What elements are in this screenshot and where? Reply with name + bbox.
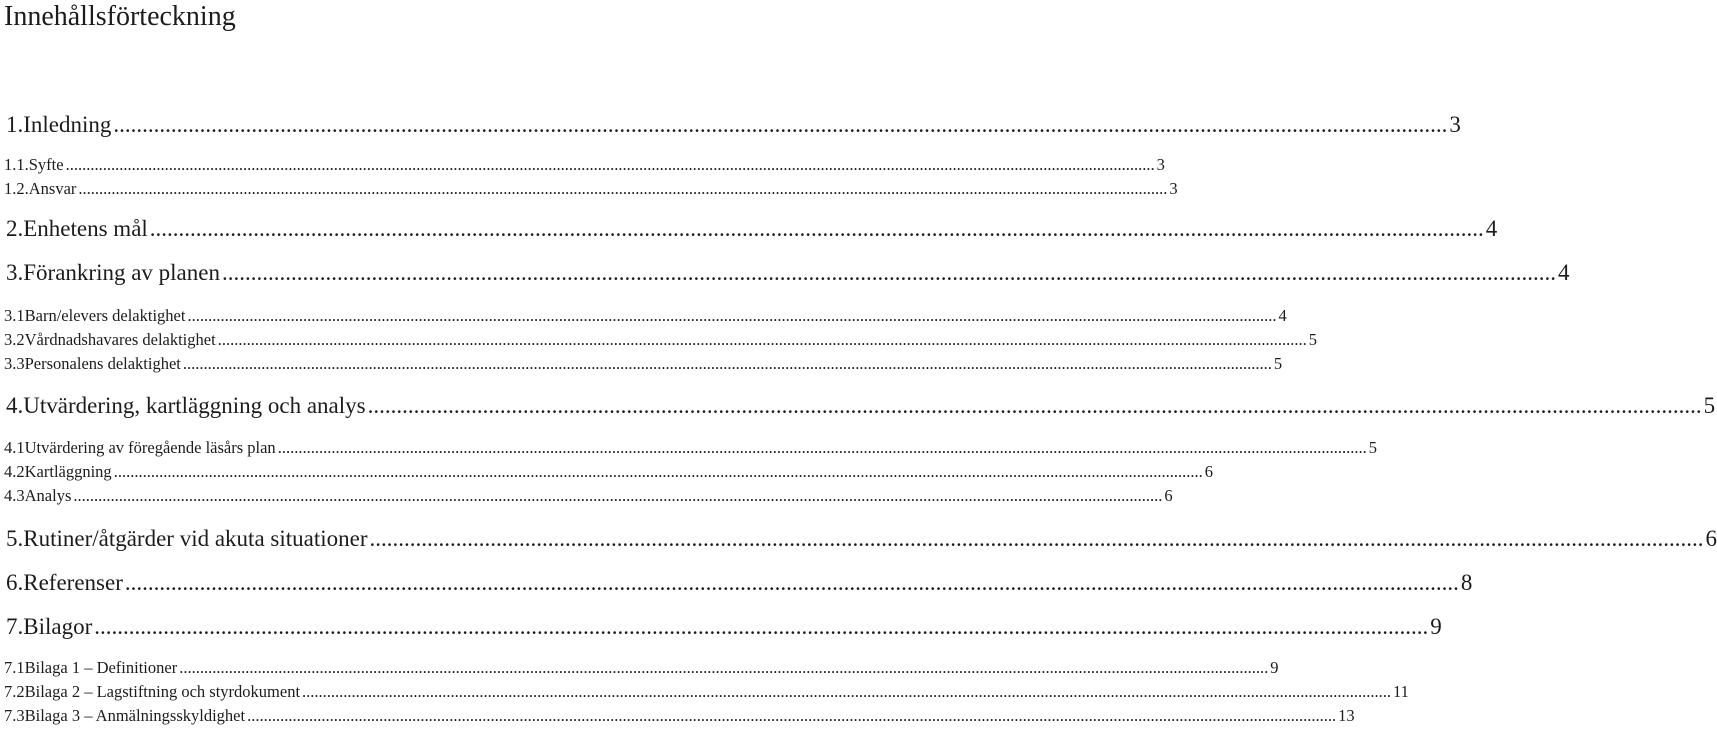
- toc-page-number: 13: [1338, 706, 1355, 725]
- toc-entry-inledning[interactable]: [0, 112, 1461, 138]
- toc-page-number: 5: [1703, 393, 1716, 418]
- toc-page-number: 6: [1164, 486, 1173, 505]
- toc-label: Vårdnadshavares delaktighet: [24, 330, 216, 349]
- toc-page-number: 3: [1169, 179, 1178, 198]
- toc-leader-dots: ........................................................................................................................................................................................................................................: [367, 393, 1702, 418]
- toc-label: Bilaga 2 – Lagstiftning och styrdokument: [24, 682, 301, 701]
- toc-number: 6.: [6, 570, 24, 595]
- toc-entry-kartlaggning[interactable]: [0, 462, 1213, 484]
- toc-number: 7.: [6, 614, 24, 639]
- toc-entry-forankring[interactable]: [0, 260, 1570, 286]
- toc-leader-dots: ........................................................................................................................................................................................................................................................................: [113, 462, 1203, 481]
- toc-number: 4.: [6, 393, 24, 418]
- toc-page-number: 9: [1270, 658, 1279, 677]
- toc-label: Kartläggning: [24, 462, 112, 481]
- toc-leader-dots: ........................................................................................................................................................................................................................................................................: [277, 438, 1367, 457]
- toc-entry-foregaende-plan[interactable]: [0, 438, 1377, 460]
- toc-label: Utvärdering av föregående läsårs plan: [24, 438, 276, 457]
- toc-page-number: 3: [1156, 155, 1165, 174]
- toc-entry-rutiner[interactable]: [0, 526, 1717, 552]
- toc-number: 4.2: [4, 462, 25, 481]
- toc-entry-vardnadshavares[interactable]: [0, 330, 1317, 352]
- toc-label: Ansvar: [28, 179, 77, 198]
- toc-page-number: 5: [1273, 354, 1283, 373]
- toc-number: 7.3: [4, 706, 25, 725]
- toc-label: Inledning: [23, 112, 112, 137]
- toc-leader-dots: ........................................................................................................................................................................................................................................................................: [65, 155, 1155, 174]
- toc-number: 2.: [6, 216, 24, 241]
- toc-entry-ansvar[interactable]: [0, 179, 1178, 201]
- toc-label: Syfte: [28, 155, 64, 174]
- toc-label: Förankring av planen: [23, 260, 220, 285]
- toc-number: 5.: [6, 526, 24, 551]
- toc-page-number: 5: [1368, 438, 1377, 457]
- toc-leader-dots: ........................................................................................................................................................................................................................................: [94, 614, 1429, 639]
- toc-leader-dots: ........................................................................................................................................................................................................................................................................: [217, 330, 1307, 349]
- toc-page-number: 6: [1204, 462, 1213, 481]
- toc-page-number: 11: [1393, 682, 1409, 701]
- toc-page-number: 8: [1460, 570, 1473, 595]
- toc-leader-dots: ........................................................................................................................................................................................................................................................................: [187, 306, 1277, 325]
- toc-label: Utvärdering, kartläggning och analys: [23, 393, 366, 418]
- toc-label: Enhetens mål: [23, 216, 148, 241]
- toc-number: 3.3: [4, 354, 25, 373]
- toc-label: Personalens delaktighet: [24, 354, 181, 373]
- toc-leader-dots: ........................................................................................................................................................................................................................................: [221, 260, 1556, 285]
- toc-number: 4.1: [4, 438, 25, 457]
- toc-page-number: 6: [1705, 526, 1717, 551]
- toc-page-number: 4: [1278, 306, 1287, 325]
- toc-number: 3.2: [4, 330, 25, 349]
- toc-entry-referenser[interactable]: [0, 570, 1473, 596]
- toc-leader-dots: ........................................................................................................................................................................................................................................: [124, 570, 1459, 595]
- toc-label: Rutiner/åtgärder vid akuta situationer: [23, 526, 368, 551]
- toc-page-number: 4: [1485, 216, 1498, 241]
- toc-entry-syfte[interactable]: [0, 155, 1165, 177]
- toc-label: Bilagor: [23, 614, 93, 639]
- page-title: Innehållsförteckning: [4, 1, 236, 32]
- toc-leader-dots: ........................................................................................................................................................................................................................................................................: [73, 486, 1163, 505]
- toc-entry-bilaga-2[interactable]: [0, 682, 1409, 704]
- toc-leader-dots: ........................................................................................................................................................................................................................................: [149, 216, 1484, 241]
- toc-entry-analys[interactable]: [0, 486, 1173, 508]
- toc-label: Bilaga 3 – Anmälningsskyldighet: [24, 706, 246, 725]
- toc-entry-personalens[interactable]: [0, 354, 1283, 376]
- toc-label: Barn/elevers delaktighet: [24, 306, 186, 325]
- toc-number: 7.2: [4, 682, 25, 701]
- toc-number: 1.2.: [4, 179, 29, 198]
- toc-entry-bilagor[interactable]: [0, 614, 1442, 640]
- toc-page-number: 4: [1557, 260, 1570, 285]
- toc-leader-dots: ........................................................................................................................................................................................................................................................................: [179, 658, 1269, 677]
- toc-label: Bilaga 1 – Definitioner: [24, 658, 178, 677]
- toc-leader-dots: ........................................................................................................................................................................................................................................................................: [182, 354, 1272, 373]
- toc-leader-dots: ........................................................................................................................................................................................................................................: [113, 112, 1448, 137]
- toc-leader-dots: ........................................................................................................................................................................................................................................................................: [247, 706, 1337, 725]
- toc-leader-dots: ........................................................................................................................................................................................................................................: [369, 526, 1704, 551]
- toc-number: 1.: [6, 112, 24, 137]
- toc-entry-enhetens-mal[interactable]: [0, 216, 1498, 242]
- toc-number: 3.1: [4, 306, 25, 325]
- toc-leader-dots: ........................................................................................................................................................................................................................................................................: [302, 682, 1392, 701]
- toc-number: 4.3: [4, 486, 25, 505]
- toc-entry-bilaga-3[interactable]: [0, 706, 1355, 728]
- toc-leader-dots: ........................................................................................................................................................................................................................................................................: [78, 179, 1168, 198]
- toc-label: Analys: [24, 486, 72, 505]
- toc-number: 3.: [6, 260, 24, 285]
- toc-page-number: 5: [1308, 330, 1317, 349]
- toc-number: 7.1: [4, 658, 25, 677]
- toc-number: 1.1.: [4, 155, 29, 174]
- toc-page-number: 9: [1430, 614, 1442, 639]
- toc-page-number: 3: [1449, 112, 1461, 137]
- toc-entry-barn-elevers[interactable]: [0, 306, 1287, 328]
- toc-entry-utvardering[interactable]: [0, 393, 1716, 419]
- toc-entry-bilaga-1[interactable]: [0, 658, 1279, 680]
- toc-label: Referenser: [23, 570, 123, 595]
